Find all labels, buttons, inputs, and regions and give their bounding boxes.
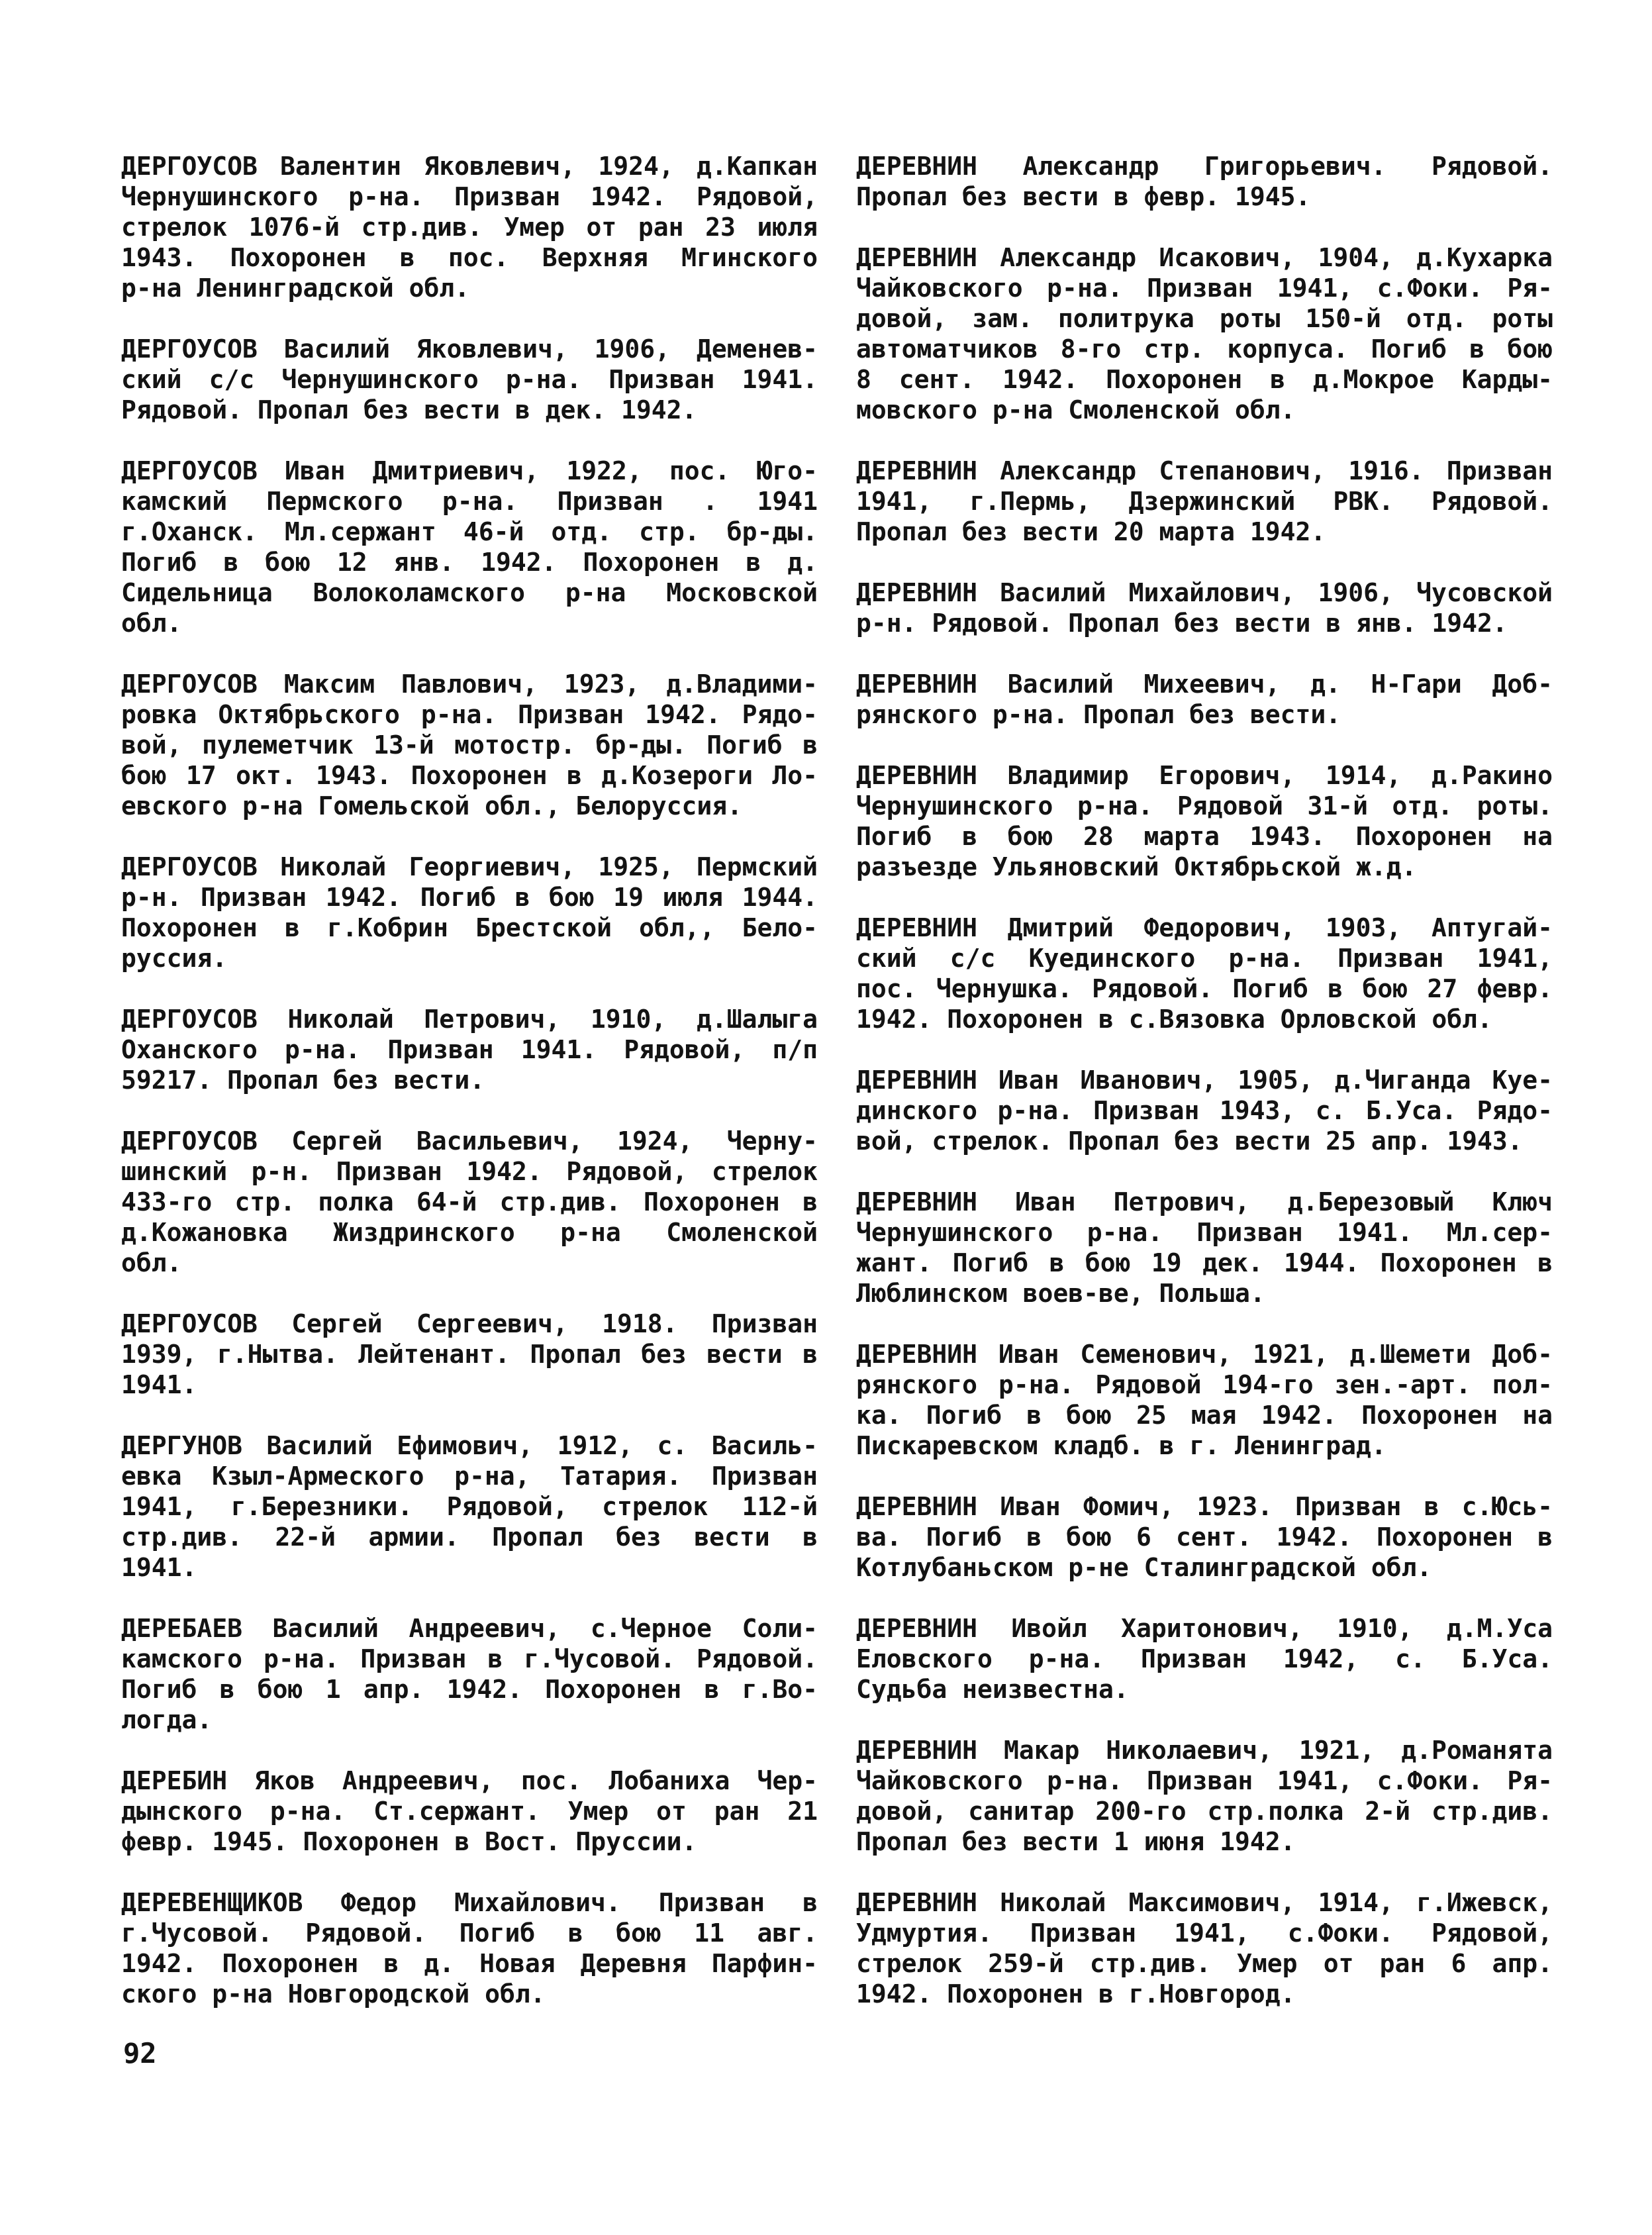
memorial-entry [856,1065,1553,1156]
memorial-entry [121,1765,818,1857]
entry-line: ДЕРЕВНИН Дмитрий Федорович, 1903, Аптугай- [856,913,1553,942]
entry-line: 433-го стр. полка 64-й стр.див. Похоронен в [121,1187,818,1217]
entry-line: Оханского р-на. Призван 1941. Рядовой, п/п [121,1035,818,1064]
entry-line: логда. [121,1705,213,1734]
entry-line: рянского р-на. Рядовой 194-го зен.-арт. пол- [856,1370,1553,1399]
left-column [121,151,818,2009]
memorial-entry [856,669,1553,730]
entry-line: дынского р-на. Ст.сержант. Умер от ран 21 [121,1797,818,1826]
entry-line: Погиб в бою 12 янв. 1942. Похоронен в д. [121,548,818,577]
entry-line: ДЕРГОУСОВ Василий Яковлевич, 1906, Деменев- [121,334,818,364]
memorial-entry [121,456,818,638]
entry-line: ДЕРЕВНИН Владимир Егорович, 1914, д.Ракино [856,761,1553,790]
entry-line: Люблинском воев-ве, Польша. [856,1279,1265,1308]
entry-line: ДЕРЕВНИН Александр Исакович, 1904, д.Кухарка [856,243,1553,272]
entry-line: ДЕРЕВНИН Иван Иванович, 1905, д.Чиганда Куе- [856,1066,1553,1095]
entry-line: 1942. Похоронен в д. Новая Деревня Парфин- [121,1949,818,1978]
memorial-entry [856,1491,1553,1583]
entry-line: евка Кзыл-Армеского р-на, Татария. Призван [121,1462,818,1491]
entry-line: ДЕРЕВЕНЩИКОВ Федор Михайлович. Призван в [121,1888,818,1917]
entry-line: ДЕРГУНОВ Василий Ефимович, 1912, с. Василь- [121,1431,818,1460]
entry-line: ДЕРЕВНИН Иван Петрович, д.Березовый Ключ [856,1187,1553,1217]
entry-line: разъезде Ульяновский Октябрьской ж.д. [856,852,1417,881]
memorial-entry [121,1887,818,2009]
entry-line: 59217. Пропал без вести. [121,1066,485,1095]
entry-line: р-н. Рядовой. Пропал без вести в янв. 1942. [856,609,1508,638]
entry-line: 1943. Похоронен в пос. Верхняя Мгинского [121,243,818,272]
entry-line: 1942. Похоронен в с.Вязовка Орловской обл. [856,1005,1492,1034]
entry-line: шинский р-н. Призван 1942. Рядовой, стрелок [121,1157,818,1186]
entry-line: камского р-на. Призван в г.Чусовой. Рядовой. [121,1644,818,1673]
entry-line: р-н. Призван 1942. Погиб в бою 19 июля 1944. [121,883,818,912]
entry-line: Чайковского р-на. Призван 1941, с.Фоки. Ря- [856,1766,1553,1795]
entry-line: ДЕРГОУСОВ Иван Дмитриевич, 1922, пос. Юго- [121,456,818,485]
entry-line: вой, пулеметчик 13-й мотостр. бр-ды. Погиб в [121,730,818,760]
memorial-entry [856,1339,1553,1461]
entry-line: 1941. [121,1370,197,1399]
memorial-entry [121,1309,818,1400]
entry-line: ДЕРГОУСОВ Максим Павлович, 1923, д.Владими- [121,670,818,699]
entry-line: ДЕРГОУСОВ Валентин Яковлевич, 1924, д.Капкан [121,152,818,181]
entry-line: ДЕРЕВНИН Иван Семенович, 1921, д.Шемети Доб- [856,1340,1553,1369]
entry-line: руссия. [121,944,228,973]
memorial-entry [856,1735,1553,1857]
entry-line: вой, стрелок. Пропал без вести 25 апр. 1943. [856,1126,1523,1156]
entry-line: обл. [121,609,182,638]
memorial-entry [856,577,1553,638]
entry-line: обл. [121,1248,182,1277]
page-number: 92 [123,2037,157,2069]
entry-line: ского р-на Новгородской обл. [121,1979,546,2009]
entry-line: Котлубаньском р-не Сталинградской обл. [856,1553,1432,1582]
entry-line: ДЕРЕВНИН Ивойл Харитонович, 1910, д.М.Уса [856,1614,1553,1643]
entry-line: 1942. Похоронен в г.Новгород. [856,1979,1296,2009]
entry-line: 8 сент. 1942. Похоронен в д.Мокрое Карды- [856,365,1553,394]
memorial-entry [856,1613,1553,1705]
entry-line: стрелок 259-й стр.див. Умер от ран 6 апр. [856,1949,1553,1978]
entry-line: Погиб в бою 28 марта 1943. Похоронен на [856,822,1553,851]
entry-line: 1941, г.Пермь, Дзержинский РВК. Рядовой. [856,487,1553,516]
entry-line: довой, зам. политрука роты 150-й отд. роты [856,304,1553,333]
entry-line: г.Чусовой. Рядовой. Погиб в бою 11 авг. [121,1918,818,1948]
entry-line: 1939, г.Нытва. Лейтенант. Пропал без вести в [121,1340,818,1369]
entry-line: пос. Чернушка. Рядовой. Погиб в бою 27 февр. [856,974,1553,1003]
entry-line: ДЕРЕВНИН Василий Михайлович, 1906, Чусовской [856,578,1553,607]
entry-line: ский с/с Куединского р-на. Призван 1941, [856,944,1553,973]
entry-line: Удмуртия. Призван 1941, с.Фоки. Рядовой, [856,1918,1553,1948]
entry-line: ДЕРГОУСОВ Сергей Васильевич, 1924, Черну- [121,1126,818,1156]
entry-line: ДЕРЕВНИН Макар Николаевич, 1921, д.Романята [856,1736,1553,1765]
entry-line: Еловского р-на. Призван 1942, с. Б.Уса. [856,1644,1553,1673]
memorial-entry [856,456,1553,547]
entry-line: Чайковского р-на. Призван 1941, с.Фоки. Ря- [856,273,1553,303]
entry-line: мовского р-на Смоленской обл. [856,395,1296,424]
entry-line: автоматчиков 8-го стр. корпуса. Погиб в бою [856,334,1553,364]
memorial-entry [856,1187,1553,1309]
memorial-entry [856,913,1553,1034]
entry-line: д.Кожановка Жиздринского р-на Смоленской [121,1218,818,1247]
entry-line: Пропал без вести в февр. 1945. [856,182,1311,211]
memorial-entry [121,1126,818,1278]
memorial-entry [121,151,818,303]
entry-line: стрелок 1076-й стр.див. Умер от ран 23 июля [121,213,818,242]
entry-line: жант. Погиб в бою 19 дек. 1944. Похоронен в [856,1248,1553,1277]
entry-line: ДЕРЕБАЕВ Василий Андреевич, с.Черное Соли- [121,1614,818,1643]
memorial-entry [856,760,1553,882]
entry-line: динского р-на. Призван 1943, с. Б.Уса. Рядо- [856,1096,1553,1125]
memorial-entry [856,1887,1553,2009]
entry-line: ДЕРЕВНИН Василий Михеевич, д. Н-Гари Доб- [856,670,1553,699]
entry-line: р-на Ленинградской обл. [121,273,470,303]
entry-line: евского р-на Гомельской обл., Белоруссия. [121,791,742,820]
entry-line: ровка Октябрьского р-на. Призван 1942. Рядо- [121,700,818,729]
entry-line: Похоронен в г.Кобрин Брестской обл,, Бело- [121,913,818,942]
entry-line: г.Оханск. Мл.сержант 46-й отд. стр. бр-ды. [121,517,818,546]
entry-line: Рядовой. Пропал без вести в дек. 1942. [121,395,697,424]
entry-line: довой, санитар 200-го стр.полка 2-й стр.див. [856,1797,1553,1826]
entry-line: ДЕРГОУСОВ Николай Петрович, 1910, д.Шалыга [121,1005,818,1034]
entry-line: ка. Погиб в бою 25 мая 1942. Похоронен на [856,1401,1553,1430]
entry-line: ДЕРЕВНИН Иван Фомич, 1923. Призван в с.Юсь- [856,1492,1553,1521]
entry-line: Чернушинского р-на. Призван 1941. Мл.сер- [856,1218,1553,1247]
memorial-entry [856,151,1553,212]
entry-line: Чернушинского р-на. Рядовой 31-й отд. роты. [856,791,1553,820]
entry-line: бою 17 окт. 1943. Похоронен в д.Козероги Ло- [121,761,818,790]
entry-line: рянского р-на. Пропал без вести. [856,700,1341,729]
entry-line: Чернушинского р-на. Призван 1942. Рядовой, [121,182,818,211]
entry-line: Судьба неизвестна. [856,1675,1129,1704]
entry-line: камский Пермского р-на. Призван . 1941 [121,487,818,516]
memorial-entry [121,334,818,425]
entry-line: Погиб в бою 1 апр. 1942. Похоронен в г.Во- [121,1675,818,1704]
entry-line: Пискаревском кладб. в г. Ленинград. [856,1431,1386,1460]
memorial-entry [121,1430,818,1583]
entry-line: ва. Погиб в бою 6 сент. 1942. Похоронен в [856,1522,1553,1552]
entry-line: ДЕРЕВНИН Александр Степанович, 1916. Призван [856,456,1553,485]
entry-line: стр.див. 22-й армии. Пропал без вести в [121,1522,818,1552]
entry-line: февр. 1945. Похоронен в Вост. Пруссии. [121,1827,697,1856]
entry-line: ДЕРГОУСОВ Сергей Сергеевич, 1918. Призван [121,1309,818,1338]
entry-line: ский с/с Чернушинского р-на. Призван 1941. [121,365,818,394]
entry-line: ДЕРЕБИН Яков Андреевич, пос. Лобаниха Чер- [121,1766,818,1795]
entry-line: Пропал без вести 1 июня 1942. [856,1827,1296,1856]
entry-line: ДЕРГОУСОВ Николай Георгиевич, 1925, Пермский [121,852,818,881]
entry-line: ДЕРЕВНИН Александр Григорьевич. Рядовой. [856,152,1553,181]
right-column [856,151,1553,2009]
memorial-entry [121,669,818,821]
entry-line: 1941. [121,1553,197,1582]
entry-line: 1941, г.Березники. Рядовой, стрелок 112-й [121,1492,818,1521]
memorial-entry [121,1004,818,1095]
memorial-entry [856,242,1553,425]
memorial-entry [121,1613,818,1735]
entry-line: ДЕРЕВНИН Николай Максимович, 1914, г.Ижевск, [856,1888,1553,1917]
entry-line: Сидельница Волоколамского р-на Московской [121,578,818,607]
entry-line: Пропал без вести 20 марта 1942. [856,517,1326,546]
memorial-entry [121,852,818,973]
